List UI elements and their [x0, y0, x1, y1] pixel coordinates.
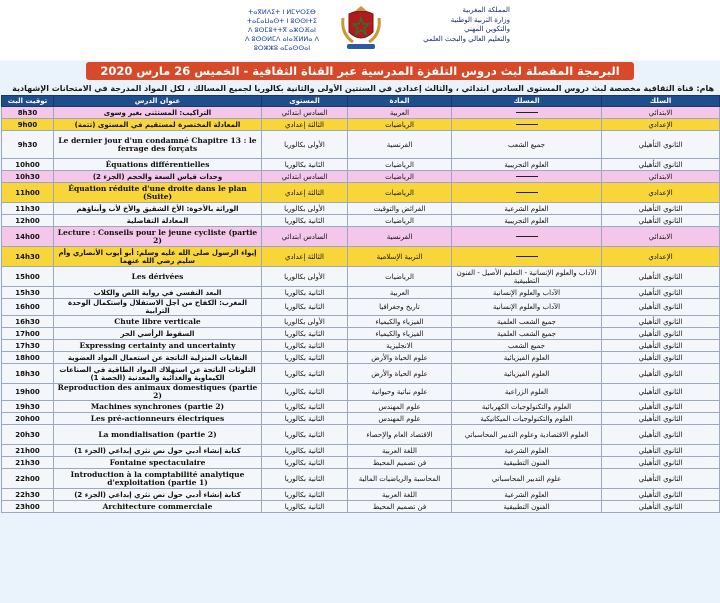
cell-time: 21h30 [2, 457, 54, 469]
cell-cycle: الثانوي التأهيلي [602, 384, 720, 401]
cell-time: 9h30 [2, 131, 54, 159]
cell-cycle: الابتدائي [602, 171, 720, 183]
cell-level: الثانية بكالوريا [262, 457, 348, 469]
cell-subject: اللغة العربية [348, 445, 452, 457]
cell-level: الثانية بكالوريا [262, 384, 348, 401]
cell-cycle: الثانوي التأهيلي [602, 364, 720, 384]
cell-level: الثانية بكالوريا [262, 299, 348, 316]
cell-lesson: كتابة إنشاء أدبي حول نص نثري إبداعي (الجزء 1) [54, 445, 262, 457]
cell-time: 15h00 [2, 267, 54, 287]
cell-time: 12h00 [2, 215, 54, 227]
cell-subject: علوم نباتية وحيوانية [348, 384, 452, 401]
cell-time: 23h00 [2, 501, 54, 513]
cell-cycle: الإعدادي [602, 119, 720, 131]
cell-track: العلوم والتكنولوجيات الكهربائية [452, 401, 602, 413]
cell-track [452, 183, 602, 203]
cell-subject: فن تصميم المحيط [348, 457, 452, 469]
cell-lesson: Équations différentielles [54, 159, 262, 171]
cell-level: السادس ابتدائي [262, 171, 348, 183]
cell-level: الثانية بكالوريا [262, 425, 348, 445]
cell-lesson: كتابة إنشاء أدبي حول نص نثري إبداعي (الجزء 2) [54, 489, 262, 501]
cell-time: 17h30 [2, 340, 54, 352]
cell-cycle: الثانوي التأهيلي [602, 159, 720, 171]
cell-time: 14h30 [2, 247, 54, 267]
cell-cycle: الثانوي التأهيلي [602, 425, 720, 445]
cell-subject: الرياضيات [348, 119, 452, 131]
column-header-cycle: السلك [602, 96, 720, 107]
cell-track: العلوم الفيزيائية [452, 364, 602, 384]
cell-cycle: الإعدادي [602, 183, 720, 203]
cell-cycle: الثانوي التأهيلي [602, 287, 720, 299]
cell-lesson: المغرب: الكفاح من أجل الاستقلال واستكمال الوحدة الترابية [54, 299, 262, 316]
coat-of-arms-icon [339, 4, 383, 52]
cell-lesson: Machines synchrones (partie 2) [54, 401, 262, 413]
cell-subject: الرياضيات [348, 183, 452, 203]
cell-level: الثانية بكالوريا [262, 340, 348, 352]
cell-level: الثانية بكالوريا [262, 469, 348, 489]
cell-lesson: Reproduction des animaux domestiques (partie 2) [54, 384, 262, 401]
table-row [2, 131, 720, 159]
cell-track: جميع الشعب العلمية [452, 328, 602, 340]
cell-time: 22h00 [2, 469, 54, 489]
dash-line [516, 192, 538, 193]
column-header-track: المسلك [452, 96, 602, 107]
cell-track: الآداب والعلوم الإنسانية [452, 299, 602, 316]
cell-cycle: الثانوي التأهيلي [602, 413, 720, 425]
cell-subject: علوم المهندس [348, 413, 452, 425]
cell-track: جميع الشعب [452, 340, 602, 352]
cell-time: 9h00 [2, 119, 54, 131]
cell-time: 19h00 [2, 384, 54, 401]
cell-cycle: الثانوي التأهيلي [602, 401, 720, 413]
column-header-level: المستوى [262, 96, 348, 107]
cell-cycle: الثانوي التأهيلي [602, 489, 720, 501]
cell-subject: فن تصميم المحيط [348, 501, 452, 513]
cell-cycle: الثانوي التأهيلي [602, 267, 720, 287]
cell-subject: علوم الحياة والأرض [348, 364, 452, 384]
cell-subject: اللغة العربية [348, 489, 452, 501]
cell-lesson: الوراثة بالأخوة: الأخ الشقيق والأخ لأب وأبناؤهم [54, 203, 262, 215]
cell-lesson: Introduction à la comptabilité analytique d'exploitation (partie 1) [54, 469, 262, 489]
cell-time: 11h30 [2, 203, 54, 215]
cell-cycle: الابتدائي [602, 107, 720, 119]
cell-subject: التربية الإسلامية [348, 247, 452, 267]
cell-level: الثالثة إعدادي [262, 119, 348, 131]
cell-cycle: الثانوي التأهيلي [602, 501, 720, 513]
dash-line [516, 256, 538, 257]
cell-cycle: الثانوي التأهيلي [602, 469, 720, 489]
table-row [2, 119, 720, 131]
table-row [2, 469, 720, 489]
table-row [2, 340, 720, 352]
dash-line [516, 112, 538, 113]
cell-level: الثانية بكالوريا [262, 215, 348, 227]
cell-lesson: Lecture : Conseils pour le jeune cycliste (partie 2) [54, 227, 262, 247]
cell-lesson: Le dernier jour d'un condamné Chapitre 13 : le ferrage des forçats [54, 131, 262, 159]
table-row [2, 316, 720, 328]
dash-line [516, 176, 538, 177]
table-row [2, 413, 720, 425]
cell-track [452, 171, 602, 183]
table-row [2, 267, 720, 287]
cell-time: 20h00 [2, 413, 54, 425]
title-banner [86, 62, 634, 80]
table-row [2, 445, 720, 457]
table-row [2, 501, 720, 513]
table-row [2, 401, 720, 413]
cell-cycle: الثانوي التأهيلي [602, 352, 720, 364]
header-right-line: وزارة التربية الوطنية [450, 15, 510, 24]
cell-time: 20h30 [2, 425, 54, 445]
cell-level: الثانية بكالوريا [262, 489, 348, 501]
cell-subject: الفرنسية [348, 227, 452, 247]
cell-time: 11h00 [2, 183, 54, 203]
cell-track: العلوم الفيزيائية [452, 352, 602, 364]
table-row [2, 215, 720, 227]
cell-time: 19h30 [2, 401, 54, 413]
cell-time: 16h30 [2, 316, 54, 328]
cell-subject: الانجليزية [348, 340, 452, 352]
header-right-line: والتعليم العالي والبحث العلمي [423, 34, 510, 43]
cell-subject: الرياضيات [348, 267, 452, 287]
cell-cycle: الثانوي التأهيلي [602, 203, 720, 215]
cell-track [452, 247, 602, 267]
header-left-line: ⴷ ⵓⵙⵎⵓⵜⵜⴳ ⴰⵣⵔⴼⴰⵏ [248, 26, 316, 34]
cell-time: 16h00 [2, 299, 54, 316]
cell-track: العلوم الزراعية [452, 384, 602, 401]
cell-level: الثانية بكالوريا [262, 159, 348, 171]
cell-subject: المحاسبة والرياضيات المالية [348, 469, 452, 489]
cell-subject: الفرائض والتوقيت [348, 203, 452, 215]
cell-lesson: التلوثات الناتجة عن استهلاك المواد الطاقية في الصناعات الكيماوية والغذائية والمعدنية (الحصة 1) [54, 364, 262, 384]
cell-cycle: الثانوي التأهيلي [602, 316, 720, 328]
table-row [2, 457, 720, 469]
cell-subject: العربية [348, 287, 452, 299]
cell-track: العلوم التجريبية [452, 159, 602, 171]
cell-level: الثالثة إعدادي [262, 247, 348, 267]
table-row [2, 299, 720, 316]
cell-track: الآداب والعلوم الإنسانية [452, 287, 602, 299]
header-right-line: المملكة المغربية [462, 6, 510, 14]
cell-cycle: الابتدائي [602, 227, 720, 247]
cell-level: السادس ابتدائي [262, 227, 348, 247]
header-right-line: والتكوين المهني [464, 25, 510, 33]
cell-track: الفنون التطبيقية [452, 501, 602, 513]
cell-cycle: الثانوي التأهيلي [602, 299, 720, 316]
cell-lesson: السقوط الرأسي الحر [54, 328, 262, 340]
header-left-line: ⴷ ⵓⵙⵙⵍⵎⴷ ⴰⵏⴰⴼⵍⵍⴰ ⴷ ⵓⵔⵣⵣⵓ ⴰⵎⴰⵙⵙⴰⵏ [244, 35, 320, 52]
cell-lesson: البعد النفسي في رواية اللص والكلاب [54, 287, 262, 299]
cell-track: علوم التدبير المحاسباتي [452, 469, 602, 489]
cell-track: العلوم الاقتصادية وعلوم التدبير المحاسباتي [452, 425, 602, 445]
cell-subject: الرياضيات [348, 171, 452, 183]
cell-track: الفنون التطبيقية [452, 457, 602, 469]
cell-time: 8h30 [2, 107, 54, 119]
cell-track: العلوم الشرعية [452, 203, 602, 215]
cell-cycle: الثانوي التأهيلي [602, 457, 720, 469]
cell-level: الثالثة إعدادي [262, 183, 348, 203]
cell-lesson: Expressing certainty and uncertainty [54, 340, 262, 352]
table-row [2, 171, 720, 183]
header-left-line: ⵜⴰⴳⵍⴷⵉⵜ ⵏ ⵍⵎⵖⵔⵉⴱ [248, 8, 316, 16]
cell-time: 10h30 [2, 171, 54, 183]
cell-subject: الاقتصاد العام والإحصاء [348, 425, 452, 445]
column-header-time: توقيت البث [2, 96, 54, 107]
column-header-subject: المادة [348, 96, 452, 107]
cell-cycle: الثانوي التأهيلي [602, 131, 720, 159]
cell-subject: الفيزياء والكيمياء [348, 328, 452, 340]
table-row [2, 489, 720, 501]
cell-level: السادس ابتدائي [262, 107, 348, 119]
cell-cycle: الإعدادي [602, 247, 720, 267]
table-row [2, 328, 720, 340]
cell-level: الثانية بكالوريا [262, 328, 348, 340]
cell-subject: الرياضيات [348, 215, 452, 227]
important-note: هام: قناة الثقافية مخصصة لبث دروس المستوى السادس ابتدائي ، والثالث إعدادي في السنتين الأولى والثانية بكالوريا لجميع المسالك ، لكل المواد المدرجة في الامتحانات الإشهادية [12, 84, 714, 93]
cell-subject: الرياضيات [348, 159, 452, 171]
cell-lesson: التراكيب: المستثنى بغير وسوى [54, 107, 262, 119]
cell-lesson: وحدات قياس السعة والحجم (الجزء 2) [54, 171, 262, 183]
cell-level: الثانية بكالوريا [262, 413, 348, 425]
cell-time: 17h00 [2, 328, 54, 340]
cell-cycle: الثانوي التأهيلي [602, 340, 720, 352]
cell-level: الأولى بكالوريا [262, 316, 348, 328]
table-row [2, 183, 720, 203]
page-title: البرمجة المفصلة لبث دروس التلفزة المدرسية عبر القناة الثقافية - الخميس 26 مارس 2020 [100, 64, 620, 78]
cell-time: 14h00 [2, 227, 54, 247]
cell-subject: علوم الحياة والأرض [348, 352, 452, 364]
dash-line [516, 236, 538, 237]
cell-level: الثانية بكالوريا [262, 364, 348, 384]
cell-track [452, 107, 602, 119]
cell-subject: تاريخ وجغرافيا [348, 299, 452, 316]
table-row [2, 107, 720, 119]
table-row [2, 287, 720, 299]
cell-time: 21h00 [2, 445, 54, 457]
cell-level: الثانية بكالوريا [262, 287, 348, 299]
cell-lesson: Architecture commerciale [54, 501, 262, 513]
cell-time: 18h00 [2, 352, 54, 364]
cell-lesson: Les pré-actionneurs électriques [54, 413, 262, 425]
cell-track: العلوم الشرعية [452, 445, 602, 457]
cell-track: العلوم والتكنولوجيات الميكانيكية [452, 413, 602, 425]
cell-track: جميع الشعب [452, 131, 602, 159]
header-tifinagh-text [232, 8, 332, 53]
cell-track: الآداب والعلوم الإنسانية - التعليم الأصيل - الفنون التطبيقية [452, 267, 602, 287]
cell-lesson: النفايات المنزلية الناتجة عن استعمال المواد العضوية [54, 352, 262, 364]
cell-level: الثانية بكالوريا [262, 401, 348, 413]
table-row [2, 425, 720, 445]
cell-track: العلوم الشرعية [452, 489, 602, 501]
cell-time: 18h30 [2, 364, 54, 384]
cell-time: 22h30 [2, 489, 54, 501]
cell-lesson: Chute libre verticale [54, 316, 262, 328]
cell-subject: الفرنسية [348, 131, 452, 159]
cell-lesson: المعادلة المختصرة لمستقيم في المستوى (تتمة) [54, 119, 262, 131]
cell-level: الثانية بكالوريا [262, 445, 348, 457]
cell-cycle: الثانوي التأهيلي [602, 445, 720, 457]
schedule-table [1, 95, 720, 513]
header-left-line: ⵜⴰⵎⴰⵡⴰⵙⵜ ⵏ ⵓⵙⵙⵏⵜⵉ [247, 17, 317, 25]
table-row [2, 227, 720, 247]
cell-lesson: إيواء الرسول صلى الله عليه وسلم: أبو أيوب الأنصاري وأم سليم رضي الله عنهما [54, 247, 262, 267]
cell-level: الثانية بكالوريا [262, 501, 348, 513]
cell-track: جميع الشعب العلمية [452, 316, 602, 328]
table-header-row [2, 96, 720, 107]
cell-cycle: الثانوي التأهيلي [602, 328, 720, 340]
cell-cycle: الثانوي التأهيلي [602, 215, 720, 227]
cell-lesson: La mondialisation (partie 2) [54, 425, 262, 445]
table-row [2, 352, 720, 364]
cell-lesson: Équation réduite d'une droite dans le plan (Suite) [54, 183, 262, 203]
table-row [2, 364, 720, 384]
column-header-lesson: عنوان الدرس [54, 96, 262, 107]
cell-level: الأولى بكالوريا [262, 267, 348, 287]
table-row [2, 247, 720, 267]
cell-track: العلوم التجريبية [452, 215, 602, 227]
table-row [2, 159, 720, 171]
cell-level: الأولى بكالوريا [262, 203, 348, 215]
cell-track [452, 119, 602, 131]
cell-lesson: Les dérivées [54, 267, 262, 287]
cell-time: 10h00 [2, 159, 54, 171]
cell-subject: العربية [348, 107, 452, 119]
cell-subject: علوم المهندس [348, 401, 452, 413]
ministry-header [0, 0, 720, 58]
table-row [2, 203, 720, 215]
cell-lesson: المعادلة التفاضلية [54, 215, 262, 227]
cell-track [452, 227, 602, 247]
cell-subject: الفيزياء والكيمياء [348, 316, 452, 328]
cell-lesson: Fontaine spectaculaire [54, 457, 262, 469]
cell-level: الأولى بكالوريا [262, 131, 348, 159]
table-row [2, 384, 720, 401]
header-arabic-text [400, 6, 510, 44]
cell-time: 15h30 [2, 287, 54, 299]
dash-line [516, 124, 538, 125]
cell-level: الثانية بكالوريا [262, 352, 348, 364]
